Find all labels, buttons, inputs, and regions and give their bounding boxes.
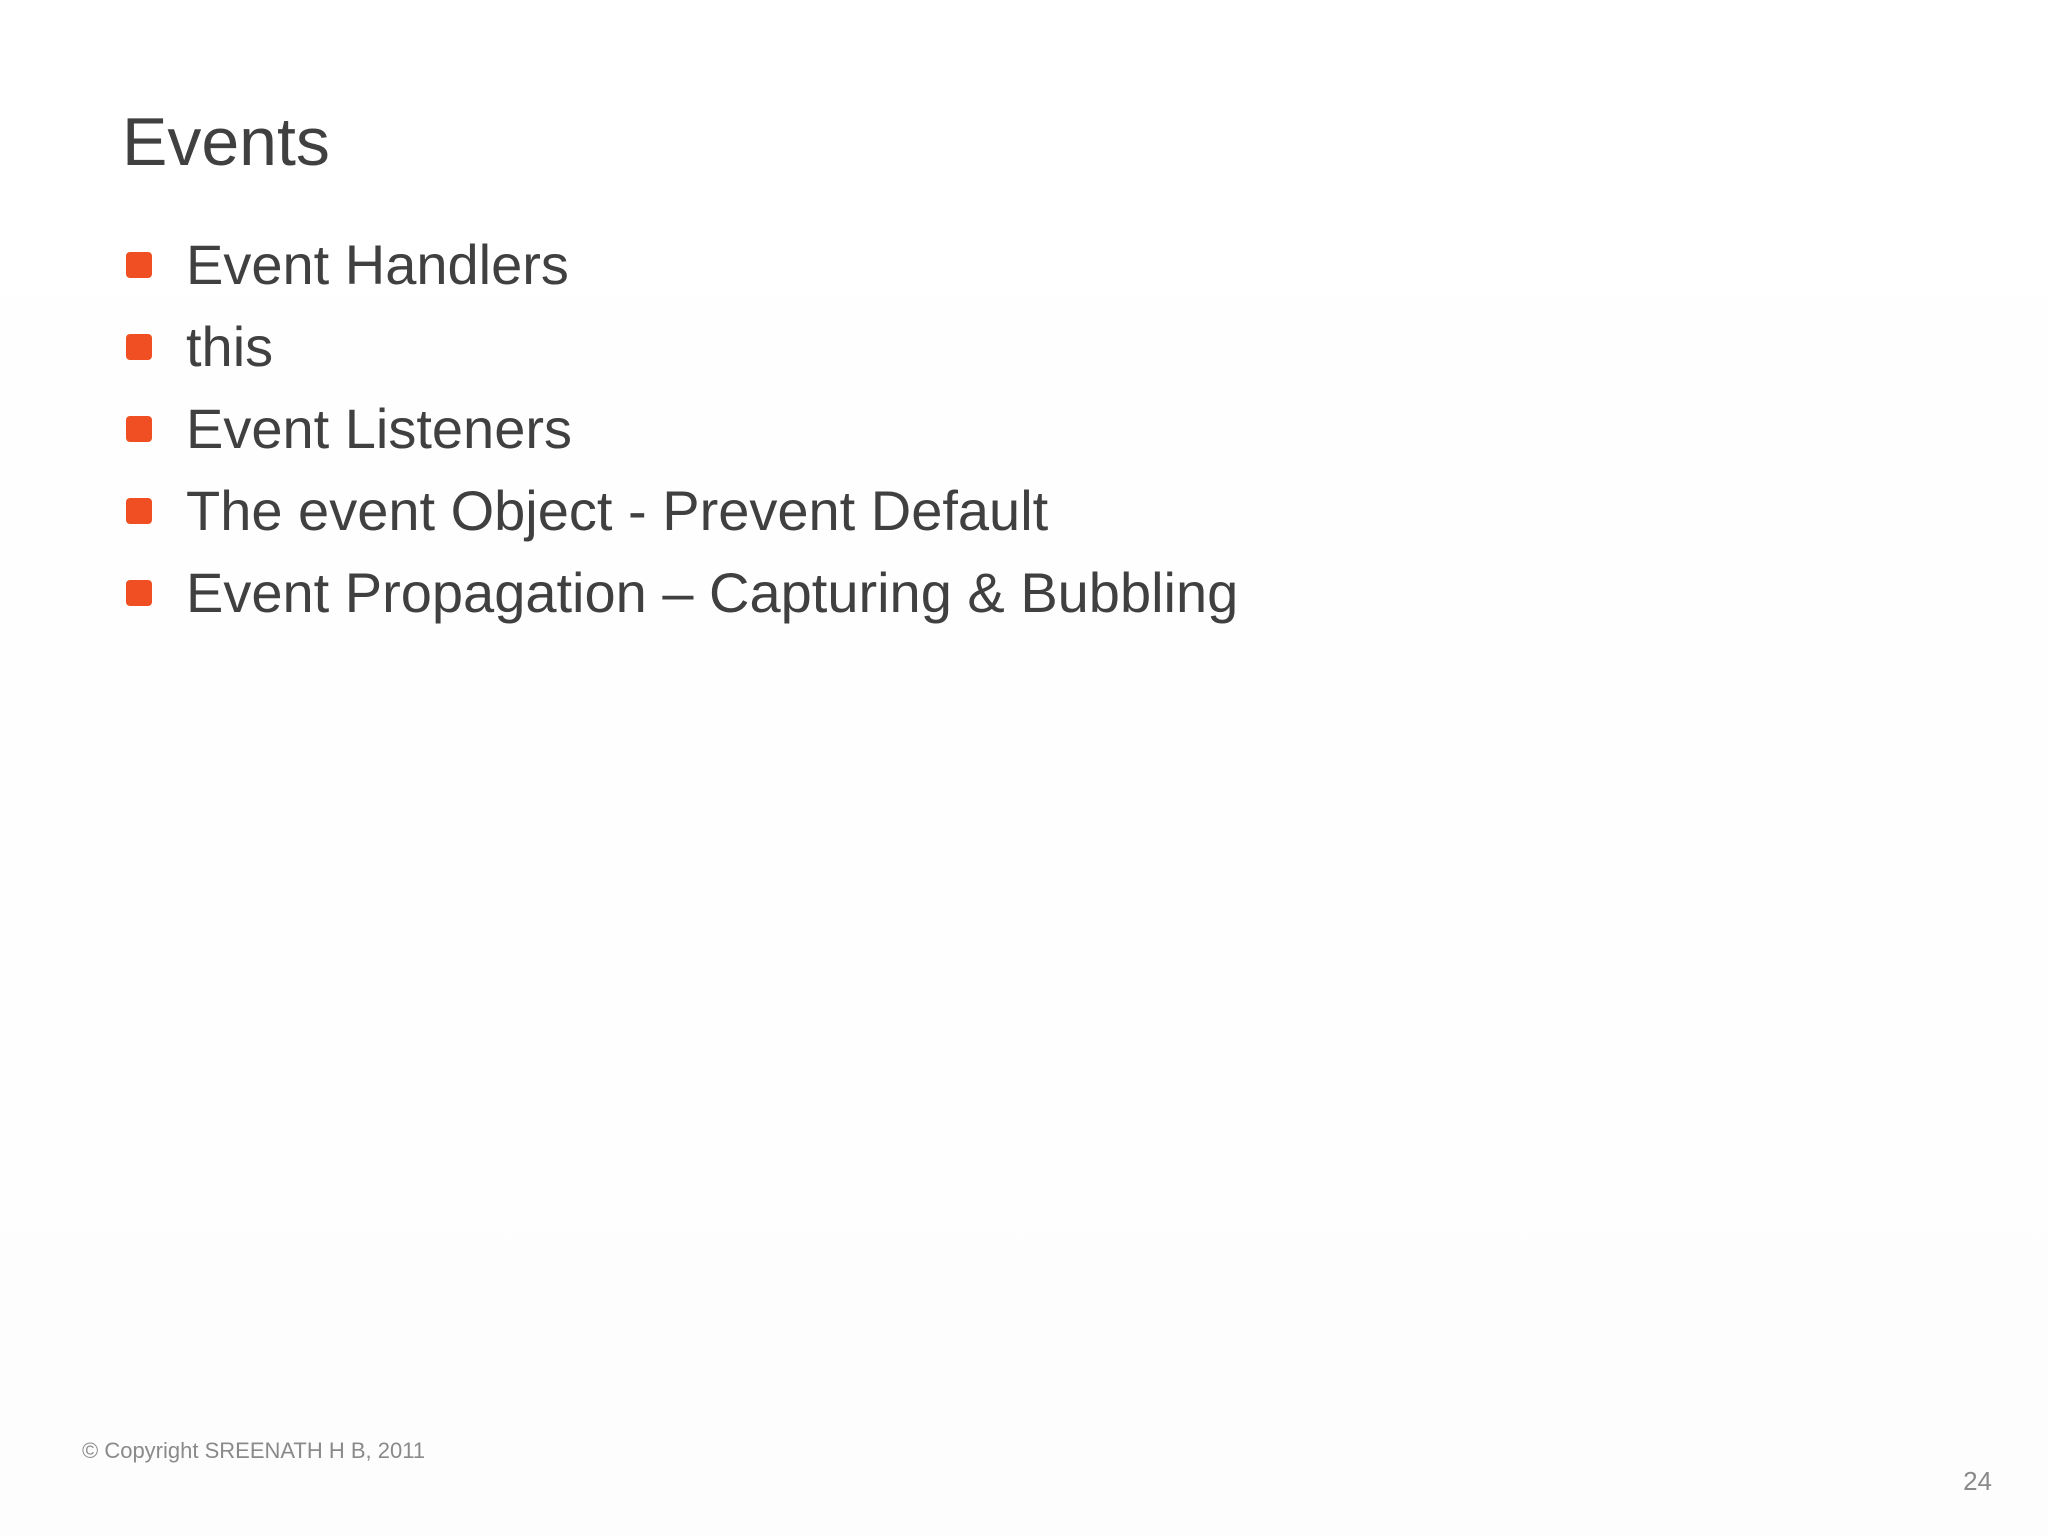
- square-bullet-icon: [126, 334, 152, 360]
- bullet-text: Event Listeners: [186, 397, 572, 460]
- bullet-item: [126, 306, 1238, 388]
- bullet-item: [126, 388, 1238, 470]
- square-bullet-icon: [126, 416, 152, 442]
- copyright-notice: © Copyright SREENATH H B, 2011: [82, 1438, 426, 1463]
- bullet-text: Event Propagation – Capturing & Bubbling: [186, 561, 1239, 624]
- bullet-list: [126, 224, 1238, 634]
- square-bullet-icon: [126, 580, 152, 606]
- bullet-text: Event Handlers: [186, 233, 569, 296]
- bullet-text: The event Object - Prevent Default: [186, 479, 1049, 542]
- square-bullet-icon: [126, 252, 152, 278]
- square-bullet-icon: [126, 498, 152, 524]
- bullet-item: [126, 224, 1238, 306]
- bullet-item: [126, 470, 1238, 552]
- page-number: 24: [1963, 1466, 1992, 1496]
- bullet-text: this: [186, 315, 274, 378]
- bullet-item: [126, 552, 1238, 634]
- slide-title: Events: [122, 104, 330, 180]
